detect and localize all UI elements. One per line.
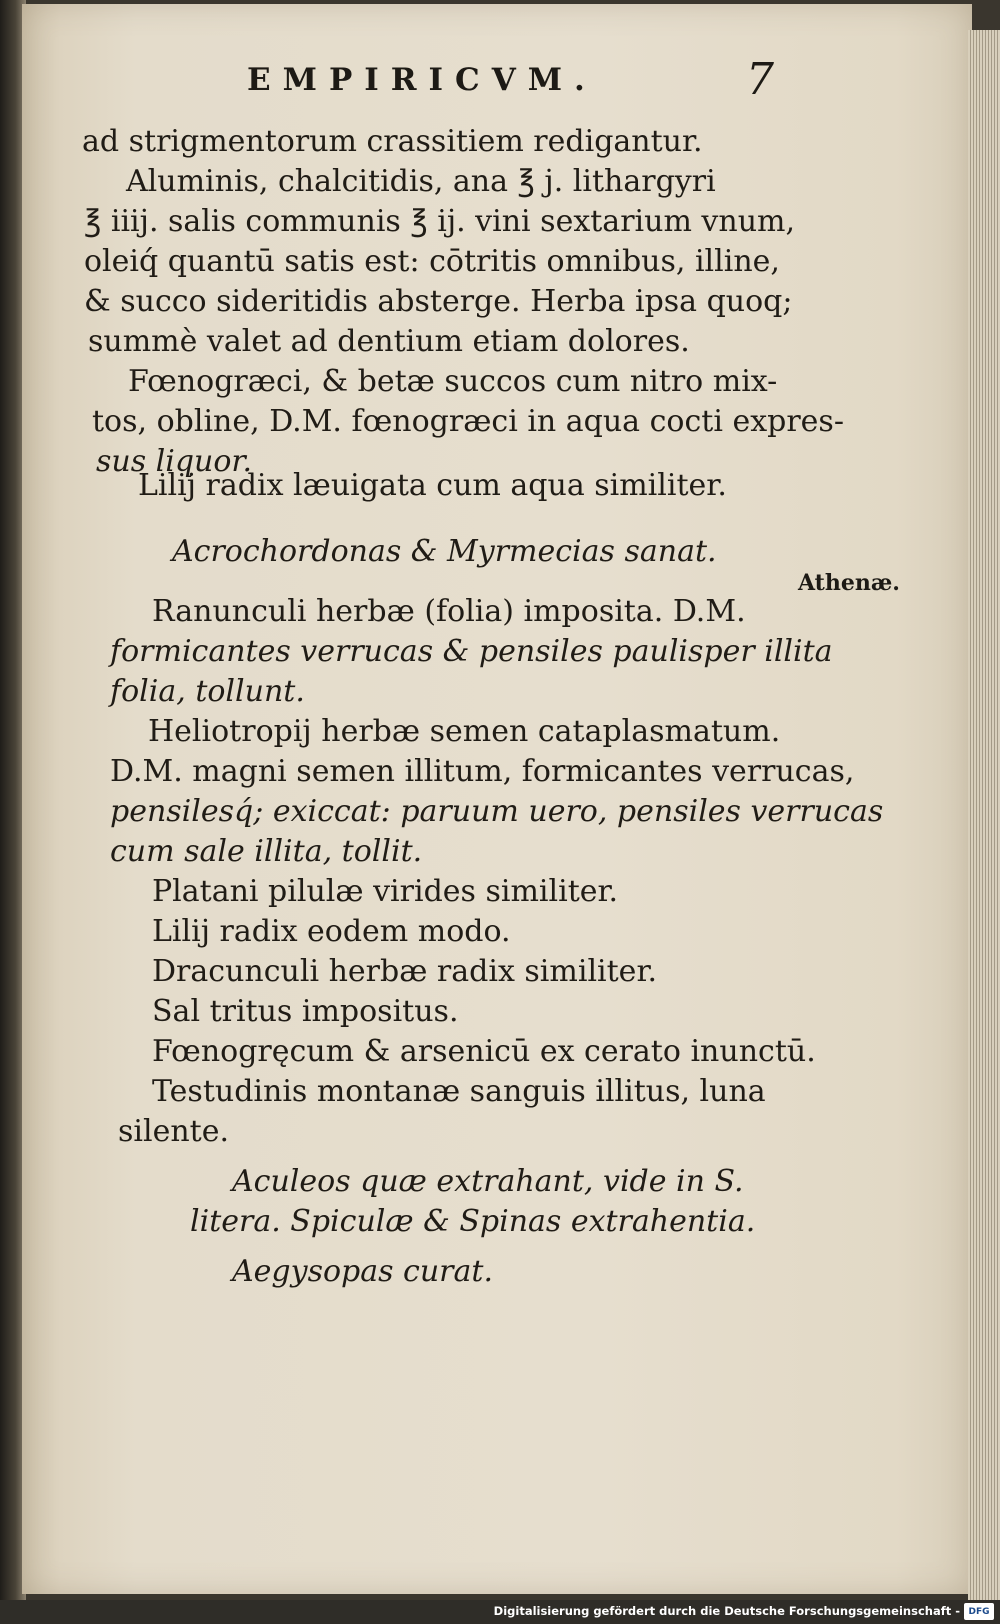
text-line: Testudinis montanæ sanguis illitus, luna (152, 1074, 766, 1109)
text-line: silente. (118, 1114, 230, 1149)
text-line: pensilesq́; exiccat: paruum uero, pensiles verrucas (110, 794, 884, 829)
text-line: cum sale illita, tollit. (110, 834, 423, 869)
text-line: Ranunculi herbæ (folia) imposita. D.M. (152, 594, 746, 629)
book-page (22, 4, 972, 1594)
text-line: folia, tollunt. (110, 674, 305, 709)
text-line: oleiq́ quantū satis est: cōtritis omnibus, illine, (84, 244, 780, 279)
text-line: D.M. magni semen illitum, formicantes verrucas, (110, 754, 855, 789)
running-head: EMPIRICVM. (247, 62, 597, 98)
dfg-logo: DFG (964, 1603, 994, 1620)
text-line: Lilij radix læuigata cum aqua similiter. (138, 468, 727, 503)
footer-bar (0, 1600, 1000, 1624)
text-line: Sal tritus impositus. (152, 994, 459, 1029)
text-line: Fœnogræci, & betæ succos cum nitro mix- (128, 364, 778, 399)
text-line: sus liquor. (96, 444, 253, 479)
text-line: formicantes verrucas & pensiles paulisper illita (110, 634, 833, 669)
text-line: ℥ iiij. salis communis ℥ ij. vini sextarium vnum, (84, 204, 796, 239)
text-line: tos, obline, D.M. fœnogræci in aqua cocti expres- (92, 404, 844, 439)
text-line: Platani pilulæ virides similiter. (152, 874, 619, 909)
margin-note: Athenæ. (798, 570, 900, 596)
page-stack-edge (968, 30, 1000, 1600)
text-line: Dracunculi herbæ radix similiter. (152, 954, 658, 989)
footer-credit: Digitalisierung gefördert durch die Deutsche Forschungsgemeinschaft - (493, 1604, 960, 1618)
text-line: Aluminis, chalcitidis, ana ℥ j. lithargyri (126, 164, 716, 199)
section-heading: Acrochordonas & Myrmecias sanat. (172, 534, 717, 569)
text-line: Heliotropij herbæ semen cataplasmatum. (148, 714, 781, 749)
text-line: litera. Spiculæ & Spinas extrahentia. (190, 1204, 756, 1239)
text-line: ad strigmentorum crassitiem redigantur. (82, 124, 703, 159)
page-number: 7 (746, 54, 774, 105)
text-line: summè valet ad dentium etiam dolores. (88, 324, 690, 359)
text-line: Fœnogręcum & arsenicū ex cerato inunctū. (152, 1034, 816, 1069)
text-line: Lilij radix eodem modo. (152, 914, 511, 949)
text-line: Aculeos quæ extrahant, vide in S. (232, 1164, 744, 1199)
section-heading: Aegysopas curat. (232, 1254, 493, 1289)
text-line: & succo sideritidis absterge. Herba ipsa quoq; (84, 284, 793, 319)
